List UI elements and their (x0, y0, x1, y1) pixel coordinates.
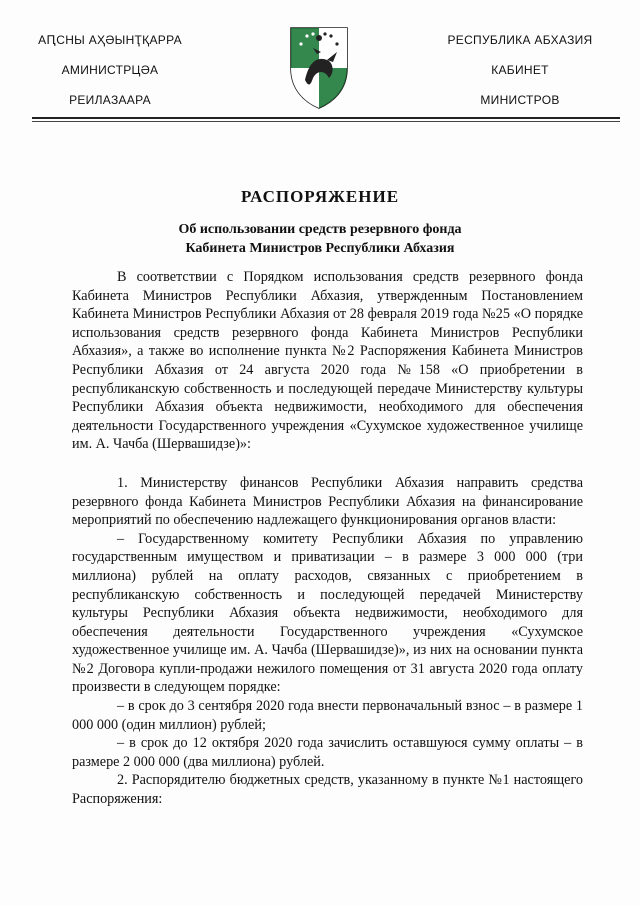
header-divider-thick (32, 117, 620, 119)
item-1-dash-paragraph: – Государственному комитету Республики Абхазия по управлению государственным имуществом и приватизации – в размере 3 000 000 (три миллиона) рублей на оплату расходов, связанных с приобретением в республиканскую собственность и последующей передачей Министерству культуры Республики Абхазия объекта недвижимости, необходимого для обеспечения деятельности Государственного учреждения «Сухумское художественное училище им. А. Чачба (Шервашидзе)», из них на основании пункта №2 Договора купли-продажи нежилого помещения от 31 августа 2020 года оплату произвести в следующем порядке: (72, 530, 583, 696)
payment-term-2-paragraph: – в срок до 12 октября 2020 года зачислить оставшуюся сумму оплаты – в размере 2 000 000 (два миллиона) рублей. (72, 735, 583, 770)
coat-of-arms-icon (287, 22, 351, 110)
header-abkhaz-line-3: РЕИЛАЗААРА (69, 93, 151, 107)
header-russian-line-3: МИНИСТРОВ (480, 93, 560, 107)
subtitle-line-2: Кабинета Министров Республики Абхазия (185, 241, 455, 256)
document-subtitle (0, 220, 640, 258)
subtitle-line-1: Об использовании средств резервного фонда (178, 222, 462, 237)
header-abkhaz (30, 31, 190, 121)
preamble-paragraph: В соответствии с Порядком использования средств резервного фонда Кабинета Министров Республики Абхазия, утвержденным Постановлением Кабинета Министров Республики Абхазия от 28 февраля 2019 года №25 «О порядке использования средств резервного фонда Кабинета Министров Республики Абхазия», а также во исполнение пункта №2 Распоряжения Кабинета Министров Республики Абхазия от 24 августа 2020 года №158 «О приобретении в республиканскую собственность и последующей передаче Министерству культуры Республики Абхазия объекта недвижимости, необходимого для обеспечения деятельности Государственного учреждения «Сухумское художественное училище им. А. Чачба (Шервашидзе)»: (72, 269, 583, 453)
header-russian-line-1: РЕСПУБЛИКА АБХАЗИЯ (447, 33, 593, 47)
header-russian-line-2: КАБИНЕТ (491, 63, 549, 77)
header-divider-thin (32, 121, 620, 122)
document-title: РАСПОРЯЖЕНИЕ (240, 187, 400, 206)
payment-term-1-paragraph: – в срок до 3 сентября 2020 года внести первоначальный взнос – в размере 1 000 000 (один миллион) рублей; (72, 698, 583, 733)
header-abkhaz-line-2: АМИНИСТРЦӘА (61, 63, 159, 77)
item-2-paragraph: 2. Распорядителю бюджетных средств, указанному в пункте №1 настоящего Распоряжения: (72, 772, 583, 808)
header-russian (430, 31, 610, 121)
document-body (72, 268, 583, 809)
paragraph-gap (72, 454, 583, 474)
item-1-paragraph: 1. Министерству финансов Республики Абхазия направить средства резервного фонда Кабинета Министров Республики Абхазия на финансирование мероприятий по обеспечению надлежащего функционирования органов власти: (72, 474, 583, 529)
header-abkhaz-line-1: АԤСНЫ АҲӘЫНҬҚАРРА (38, 33, 182, 47)
